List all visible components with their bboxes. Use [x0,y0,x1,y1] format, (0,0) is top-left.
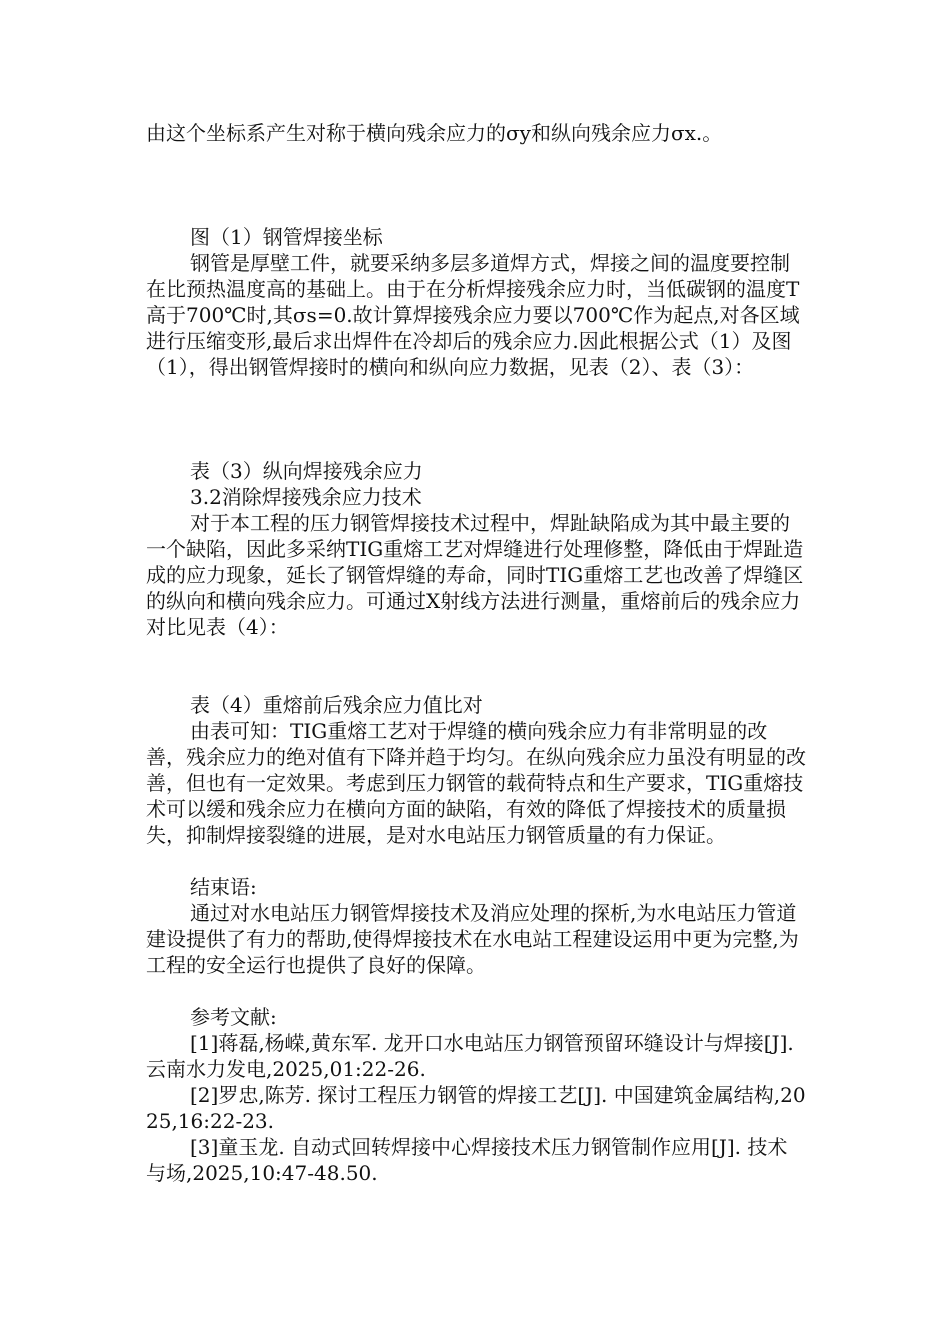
table-space-2 [146,640,806,692]
references-heading: 参考文献: [190,1005,277,1029]
paragraph-conclusion: 通过对水电站压力钢管焊接技术及消应处理的探析,为水电站压力管道建设提供了有力的帮助,使得焊接技术在水电站工程建设运用中更为完整,为工程的安全运行也提供了良好的保障。 [146,901,799,977]
spacer-2 [146,978,806,1004]
reference-item: [1]蒋磊,杨嵘,黄东军. 龙开口水电站压力钢管预留环缝设计与焊接[J]. 云南水力发电,2025,01:22-26. [146,1031,794,1081]
reference-item: [2]罗忠,陈芳. 探讨工程压力钢管的焊接工艺[J]. 中国建筑金属结构,2025,16:22-23. [146,1083,806,1133]
paragraph-table-conclusion: 由表可知：TIG重熔工艺对于焊缝的横向残余应力有非常明显的改善，残余应力的绝对值有下降并趋于均匀。在纵向残余应力虽没有明显的改善，但也有一定效果。考虑到压力钢管的载荷特点和生产要求，TIG重熔技术可以缓和残余应力在横向方面的缺陷，有效的降低了焊接技术的质量损失，抑制焊接裂缝的进展，是对水电站压力钢管质量的有力保证。 [146,719,806,847]
spacer [146,848,806,874]
paragraph-coordinate-stress: 由这个坐标系产生对称于横向残余应力的σy和纵向残余应力σx.。 [146,121,723,145]
paragraph-thick-wall: 钢管是厚壁工件，就要采纳多层多道焊方式，焊接之间的温度要控制在比预热温度高的基础上。由于在分析焊接残余应力时，当低碳钢的温度T高于700℃时,其σs=0.故计算焊接残余应力要以700℃作为起点,对各区域进行压缩变形,最后求出焊件在冷却后的残余应力.因此根据公式（1）及图（1），得出钢管焊接时的横向和纵向应力数据，见表（2）、表（3）： [146,251,800,379]
figure-caption-1: 图（1）钢管焊接坐标 [190,225,383,249]
table-space [146,380,806,458]
table-caption-3: 表（3）纵向焊接残余应力 [190,459,423,483]
reference-item: [3]童玉龙. 自动式回转焊接中心焊接技术压力钢管制作应用[J]. 技术与场,2025,10:47-48.50. [146,1135,788,1185]
document-page [146,120,806,1186]
figure-space [146,146,806,224]
table-caption-4: 表（4）重熔前后残余应力值比对 [190,693,483,717]
section-heading-3-2: 3.2消除焊接残余应力技术 [190,485,422,509]
conclusion-heading: 结束语: [190,875,257,899]
paragraph-tig-remelting: 对于本工程的压力钢管焊接技术过程中，焊趾缺陷成为其中最主要的一个缺陷，因此多采纳TIG重熔工艺对焊缝进行处理修整，降低由于焊趾造成的应力现象，延长了钢管焊缝的寿命，同时TIG重熔工艺也改善了焊缝区的纵向和横向残余应力。可通过X射线方法进行测量，重熔前后的残余应力对比见表（4）： [146,511,804,639]
